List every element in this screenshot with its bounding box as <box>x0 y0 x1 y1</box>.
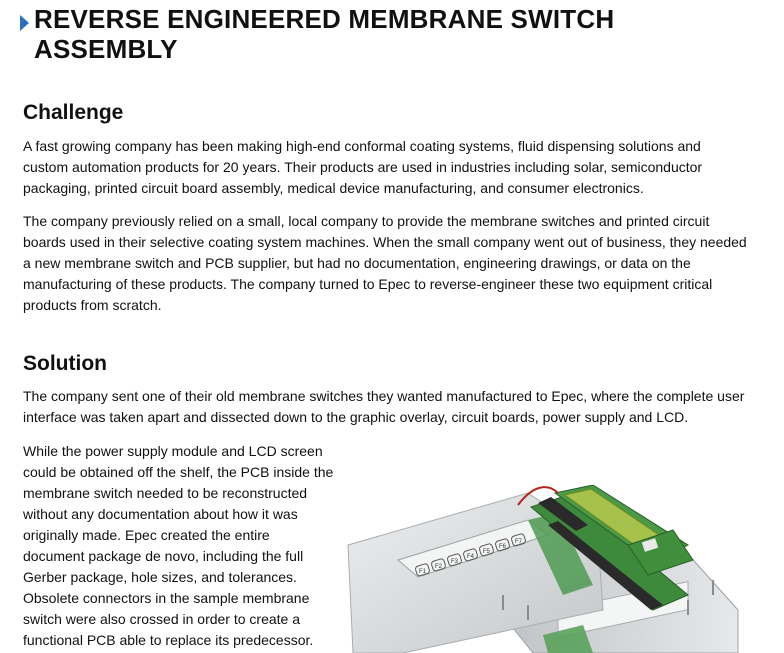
svg-text:F1: F1 <box>419 569 427 575</box>
svg-text:F3: F3 <box>451 559 459 565</box>
page-title: REVERSE ENGINEERED MEMBRANE SWITCH ASSEMBLY <box>34 4 615 64</box>
solution-heading: Solution <box>23 352 107 375</box>
svg-text:F4: F4 <box>467 554 475 560</box>
challenge-paragraph-1: A fast growing company has been making high-end conformal coating systems, fluid dispensing solutions and custom automation products for 20 years. Their products are used in industries including solar, semiconductor packaging, printed circuit board assembly, medical device manufacturing, and consumer electronics. <box>23 138 703 196</box>
svg-text:F2: F2 <box>435 564 443 570</box>
svg-text:F7: F7 <box>515 539 523 545</box>
svg-text:F6: F6 <box>499 544 507 550</box>
svg-text:F5: F5 <box>483 549 491 555</box>
challenge-paragraph-2: The company previously relied on a small, local company to provide the membrane switches and printed circuit boards used in their selective coating system machines. When the small company went out of business, they needed a new membrane switch and PCB supplier, but had no documentation, engineering drawings, or data on the manufacturing of these products. The company turned to Epec to reverse-engineer these two equipment critical products from scratch. <box>23 213 747 313</box>
membrane-switch-photo <box>343 485 748 653</box>
solution-paragraph-2: While the power supply module and LCD screen could be obtained off the shelf, the PCB inside the membrane switch needed to be reconstructed without any documentation about how it was originally made. Epec created the entire document package de novo, including the full Gerber package, hole sizes, and tolerances. Obsolete connectors in the sample membrane switch were also crossed in order to create a functional PCB able to replace its predecessor. <box>23 443 334 648</box>
solution-paragraph-1: The company sent one of their old membrane switches they wanted manufactured to Epec, where the complete user interface was taken apart and dissected down to the graphic overlay, circuit boards, power supply and LCD. <box>23 388 745 425</box>
title-arrow-icon <box>20 15 29 31</box>
challenge-heading: Challenge <box>23 101 124 124</box>
title-block <box>20 4 760 64</box>
